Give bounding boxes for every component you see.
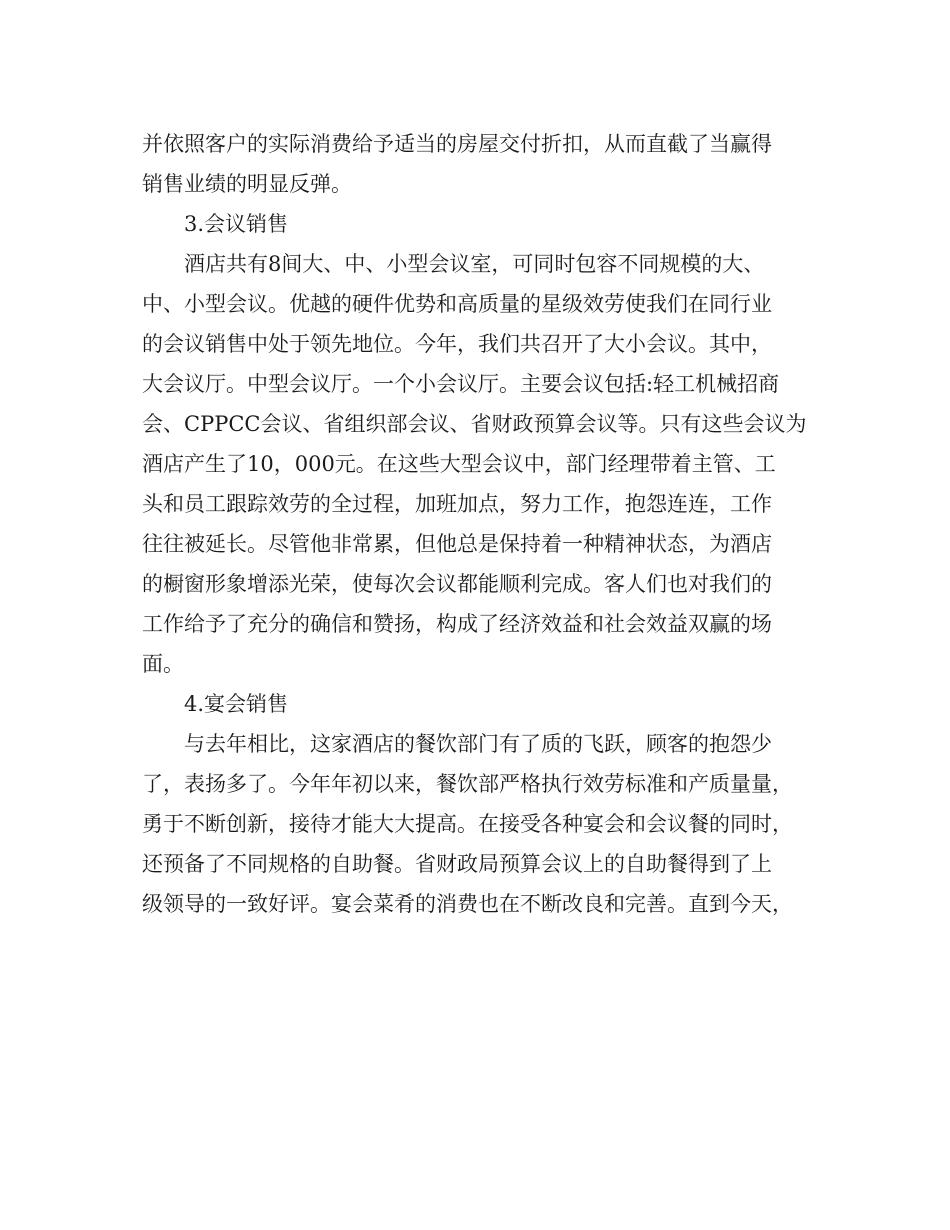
text-line: 酒店产生了10，000元。在这些大型会议中，部门经理带着主管、工 xyxy=(142,452,776,476)
text-line: 大会议厅。中型会议厅。一个小会议厅。主要会议包括:轻工机械招商 xyxy=(142,372,780,396)
text-line: 中、小型会议。优越的硬件优势和高质量的星级效劳使我们在同行业 xyxy=(142,292,772,316)
text-line: 的橱窗形象增添光荣，使每次会议都能顺利完成。客人们也对我们的 xyxy=(142,572,772,596)
text-line: 的会议销售中处于领先地位。今年，我们共召开了大小会议。其中， xyxy=(142,332,772,356)
text-line: 还预备了不同规格的自助餐。省财政局预算会议上的自助餐得到了上 xyxy=(142,852,772,876)
text-line: 勇于不断创新，接待才能大大提高。在接受各种宴会和会议餐的同时， xyxy=(142,812,793,836)
text-line: 与去年相比，这家酒店的餐饮部门有了质的飞跃，顾客的抱怨少 xyxy=(184,732,772,756)
text-line: 往往被延长。尽管他非常累，但他总是保持着一种精神状态，为酒店 xyxy=(142,532,772,556)
text-line: 级领导的一致好评。宴会菜肴的消费也在不断改良和完善。直到今天， xyxy=(142,892,793,916)
section-heading-banquet-sales: 4.宴会销售 xyxy=(184,692,289,716)
text-line: 了，表扬多了。今年年初以来，餐饮部严格执行效劳标准和产质量量， xyxy=(142,772,793,796)
text-line: 工作给予了充分的确信和赞扬，构成了经济效益和社会效益双赢的场 xyxy=(142,612,772,636)
section-heading-conference-sales: 3.会议销售 xyxy=(184,212,289,236)
text-line: 销售业绩的明显反弹。 xyxy=(142,172,352,196)
text-line: 并依照客户的实际消费给予适当的房屋交付折扣，从而直截了当赢得 xyxy=(142,132,772,156)
document-body xyxy=(142,124,812,924)
text-line: 头和员工跟踪效劳的全过程，加班加点，努力工作，抱怨连连，工作 xyxy=(142,492,772,516)
text-line: 面。 xyxy=(142,652,184,676)
text-line: 会、CPPCC会议、省组织部会议、省财政预算会议等。只有这些会议为 xyxy=(142,412,807,436)
text-line: 酒店共有8间大、中、小型会议室，可同时包容不同规模的大、 xyxy=(184,252,765,276)
